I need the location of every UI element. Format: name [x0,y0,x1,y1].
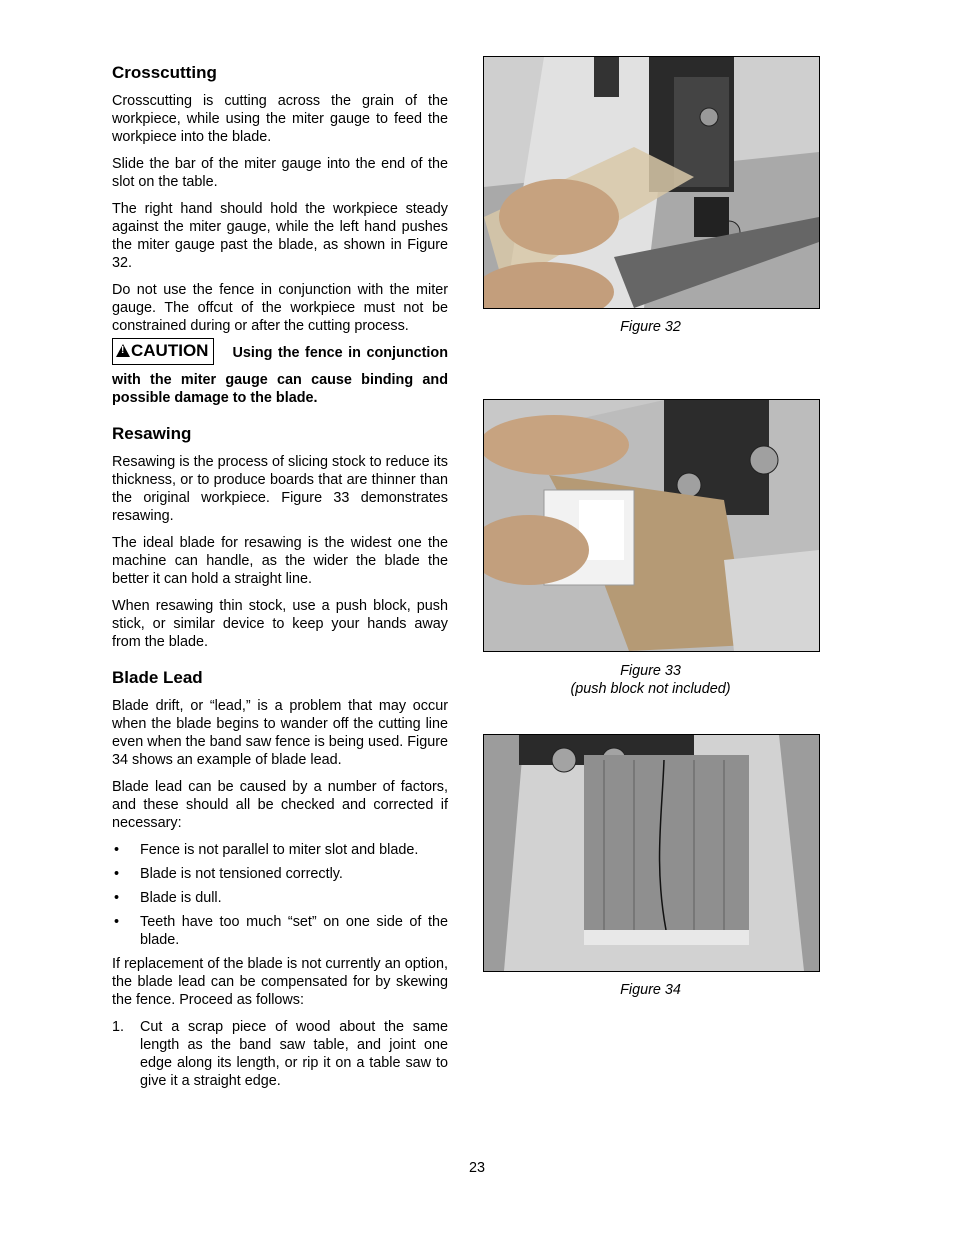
warning-triangle-icon [116,344,130,357]
resawing-paragraph-2: The ideal blade for resawing is the widest one the machine can handle, as the wider the blade the better it can hold a straight line. [112,535,448,587]
procedure-steps [112,1018,448,1090]
resawing-heading: Resawing [112,424,192,443]
bullet-icon: • [114,890,120,906]
resawing-paragraph-1: Resawing is the process of slicing stock to reduce its thickness, or to produce boards that are thinner than the original workpiece. Figure 33 demonstrates resawing. [112,454,448,524]
crosscutting-heading: Crosscutting [112,63,217,82]
caution-notice [112,341,448,407]
left-column [112,62,448,1090]
crosscutting-paragraph-1: Crosscutting is cutting across the grain of the workpiece, while using the miter gauge to feed the workpiece into the blade. [112,93,448,145]
blade-lead-paragraph-1: Blade drift, or “lead,” is a problem that may occur when the blade begins to wander off the cutting line even when the band saw fence is being used. Figure 34 shows an example of blade lead. [112,698,449,768]
figure-33-subcaption: (push block not included) [570,681,731,697]
figure-32-caption: Figure 32 [620,319,681,335]
step-number: 1. [112,1019,125,1035]
list-item: • Teeth have too much “set” on one side of the blade. [114,914,448,948]
figure-33-caption: Figure 33 [620,663,681,679]
resawing-paragraph-3: When resawing thin stock, use a push block, push stick, or similar device to keep your hands away from the blade. [112,598,448,650]
page-number: 23 [468,1160,485,1176]
crosscutting-paragraph-4: Do not use the fence in conjunction with the miter gauge. The offcut of the workpiece must not be constrained during or after the cutting process. [112,282,448,334]
crosscutting-paragraph-2: Slide the bar of the miter gauge into the end of the slot on the table. [112,156,448,190]
resawing-photo-illustration [484,400,819,651]
step-text: Cut a scrap piece of wood about the same length as the band saw table, and joint one edge along its length, or rip it on a table saw to give it a straight edge. [140,1019,448,1089]
caution-label: CAUTION [131,341,209,360]
bullet-icon: • [114,914,120,930]
list-item: • Blade is dull. [114,890,222,906]
crosscutting-photo-illustration [484,57,819,308]
blade-lead-paragraph-3: If replacement of the blade is not currently an option, the blade lead can be compensated for by skewing the fence. Proceed as follows: [112,956,448,1008]
blade-lead-paragraph-2: Blade lead can be caused by a number of factors, and these should all be checked and corrected if necessary: [112,779,448,831]
caution-label-box [112,338,214,365]
caution-text: Using the fence in conjunction with the miter gauge can cause binding and possible damage to the blade. [112,345,448,406]
bullet-icon: • [114,866,120,882]
figure-34-caption: Figure 34 [620,982,681,998]
crosscutting-paragraph-3: The right hand should hold the workpiece steady against the miter gauge, while the left hand pushes the miter gauge past the blade, as shown in Figure 32. [112,201,448,271]
blade-lead-photo-illustration [484,735,819,971]
figure-34-photo [483,734,820,972]
list-item: • Fence is not parallel to miter slot and blade. [114,842,419,858]
figure-32-photo [483,56,820,309]
list-item: • Blade is not tensioned correctly. [114,866,343,882]
caution-paragraph [112,341,448,407]
figure-33-photo [483,399,820,652]
blade-lead-heading: Blade Lead [112,668,203,687]
blade-lead-causes-list [112,841,448,949]
step-item [112,1018,448,1090]
bullet-icon: • [114,842,120,858]
